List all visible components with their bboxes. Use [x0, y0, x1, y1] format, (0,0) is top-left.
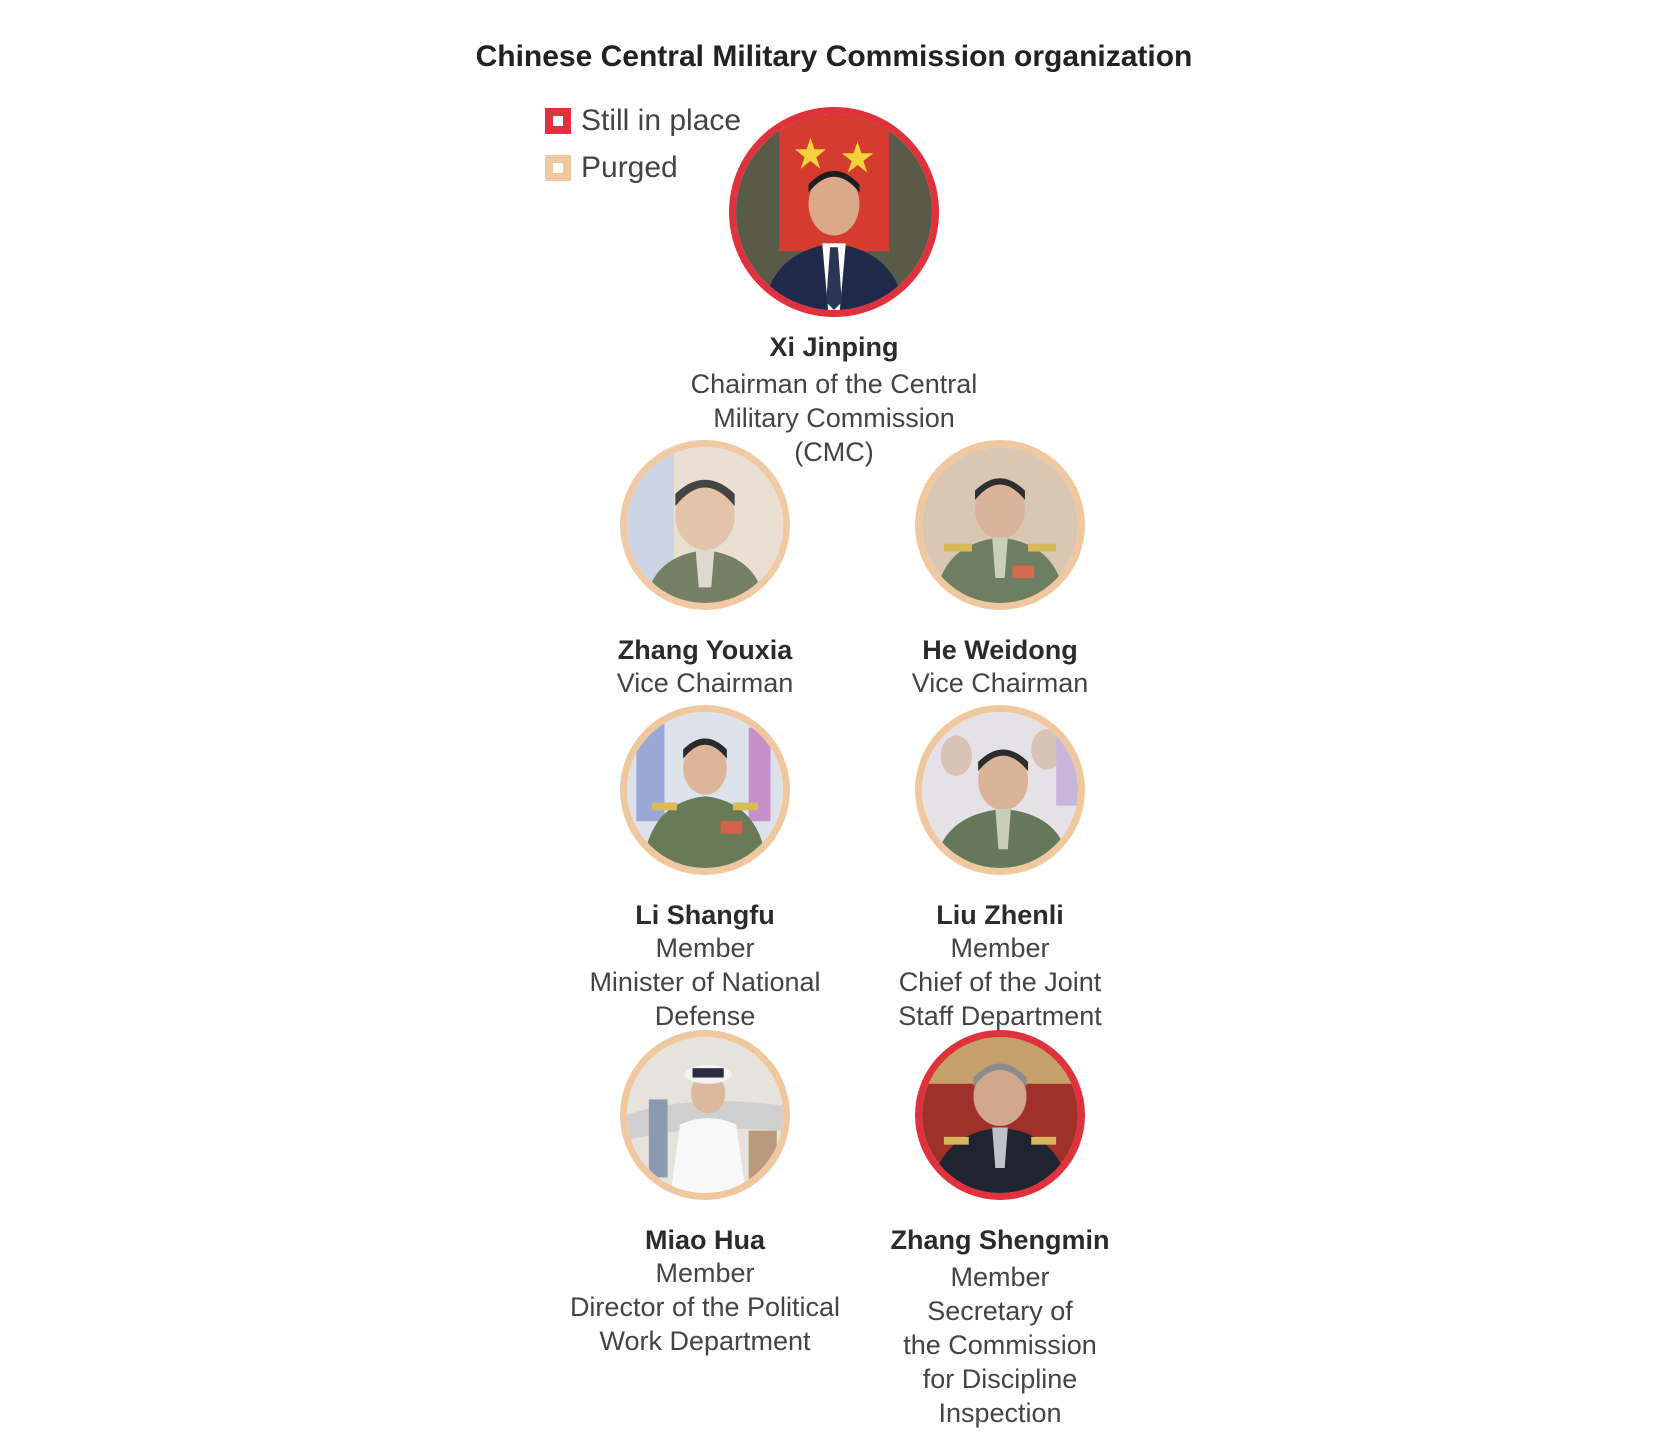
member-card-he-weidong — [840, 440, 1160, 700]
person-role: Member — [950, 933, 1050, 963]
portrait-icon — [620, 705, 790, 875]
person-name: Miao Hua — [644, 1225, 765, 1255]
person-name: Zhang Youxia — [617, 635, 793, 665]
person-title: Chairman of the Central Military Commission (CMC) — [690, 369, 978, 467]
person-title: Secretary of the Commission for Discipline Inspection — [903, 1296, 1097, 1428]
person-role: Member — [950, 1262, 1050, 1292]
legend-label: Still in place — [581, 104, 742, 137]
portrait-icon — [729, 107, 939, 317]
person-name: Xi Jinping — [769, 332, 899, 362]
legend-item-purged — [545, 148, 678, 188]
person-role: Member — [655, 1258, 755, 1288]
portrait-icon — [915, 1030, 1085, 1200]
member-card-zhang-shengmin — [840, 1030, 1160, 1430]
chairman-card — [674, 107, 994, 469]
portrait-icon — [620, 440, 790, 610]
person-title: Director of the Political Work Department — [569, 1292, 841, 1356]
member-card-miao-hua — [545, 1030, 865, 1358]
legend-swatch-still-in-place — [545, 108, 571, 134]
person-name: He Weidong — [922, 635, 1078, 665]
person-name: Li Shangfu — [635, 900, 775, 930]
member-card-li-shangfu — [545, 705, 865, 1033]
portrait-icon — [620, 1030, 790, 1200]
person-name: Zhang Shengmin — [890, 1225, 1110, 1255]
person-title: Minister of National Defense — [589, 967, 821, 1031]
legend-label: Purged — [581, 151, 678, 184]
person-name: Liu Zhenli — [936, 900, 1064, 930]
portrait-icon — [915, 440, 1085, 610]
person-role: Vice Chairman — [616, 668, 794, 698]
chart-title: Chinese Central Military Commission organization — [475, 40, 1193, 73]
portrait-icon — [915, 705, 1085, 875]
legend-swatch-purged — [545, 155, 571, 181]
member-card-zhang-youxia — [545, 440, 865, 700]
member-card-liu-zhenli — [840, 705, 1160, 1033]
person-role: Vice Chairman — [911, 668, 1089, 698]
person-role: Member — [655, 933, 755, 963]
person-title: Chief of the Joint Staff Department — [898, 967, 1102, 1031]
